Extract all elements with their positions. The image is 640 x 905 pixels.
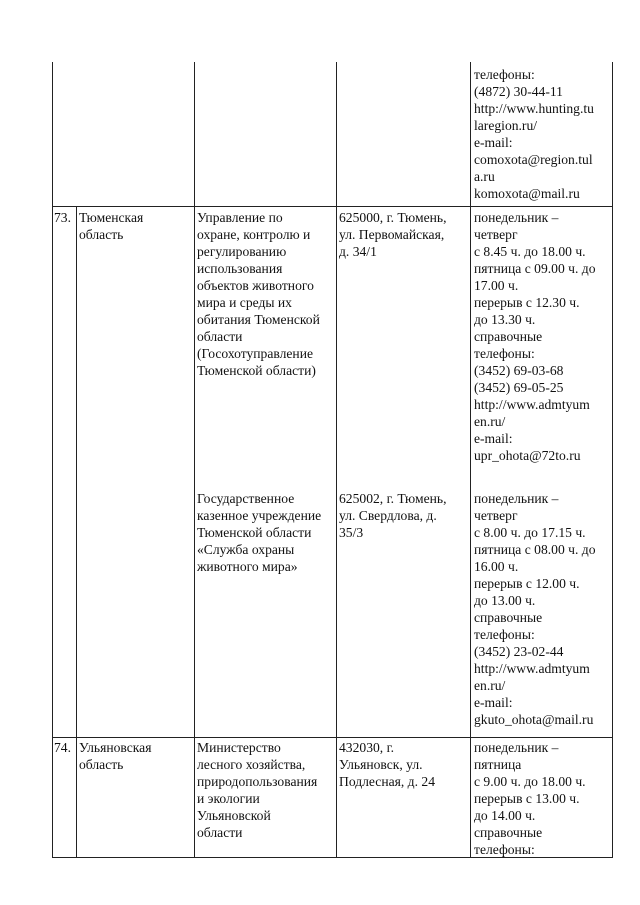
cell-row73-number: 73. (54, 210, 71, 225)
row-divider-73 (52, 206, 613, 207)
table-divider-region (76, 206, 77, 858)
table-divider-organization (194, 62, 195, 858)
cell-row73-org2-contacts: понедельник – четверг с 8.00 ч. до 17.15 ч. пятница с 08.00 ч. до 16.00 ч. перерыв с 12.00 ч. до 13.00 ч. справочные телефоны: (3452) 23-02-44 http://www.admtyum en.ru/ e-mail: gkuto_ohota@mail.ru (474, 491, 596, 727)
cell-row73-org1-address: 625000, г. Тюмень, ул. Первомайская, д. 34/1 (339, 210, 447, 259)
row-divider-74 (52, 737, 613, 738)
cell-row74-org1-contacts: понедельник – пятница с 9.00 ч. до 18.00 ч. перерыв с 13.00 ч. до 14.00 ч. справочные телефоны: (474, 740, 586, 857)
cell-row74-region: Ульяновская область (79, 740, 152, 772)
table-border-left (52, 62, 53, 858)
table-divider-contacts (470, 62, 471, 858)
table-divider-address (336, 62, 337, 858)
cell-row73-org2-address: 625002, г. Тюмень, ул. Свердлова, д. 35/3 (339, 491, 447, 540)
cell-top-contacts: телефоны: (4872) 30-44-11 http://www.hunting.tu laregion.ru/ e-mail: comoxota@region.tul a.ru komoxota@mail.ru (474, 67, 594, 201)
cell-row73-org2-name: Государственное казенное учреждение Тюменской области «Служба охраны животного мира» (197, 491, 322, 574)
cell-row73-region: Тюменская область (79, 210, 144, 242)
cell-row74-org1-address: 432030, г. Ульяновск, ул. Подлесная, д. 24 (339, 740, 435, 789)
cell-row74-org1-name: Министерство лесного хозяйства, природопользования и экологии Ульяновской области (197, 740, 318, 840)
cell-row73-org1-name: Управление по охране, контролю и регулированию использования объектов животного мира и среды их обитания Тюменской области (Госохотуправление Тюменской области) (197, 210, 320, 378)
cell-row74-number: 74. (54, 740, 71, 755)
table-border-right (612, 62, 613, 858)
cell-row73-org1-contacts: понедельник – четверг с 8.45 ч. до 18.00 ч. пятница с 09.00 ч. до 17.00 ч. перерыв с 12.30 ч. до 13.30 ч. справочные телефоны: (3452) 69-03-68 (3452) 69-05-25 http://www.admtyum en.ru/ e-mail: upr_ohota@72to.ru (474, 210, 596, 463)
